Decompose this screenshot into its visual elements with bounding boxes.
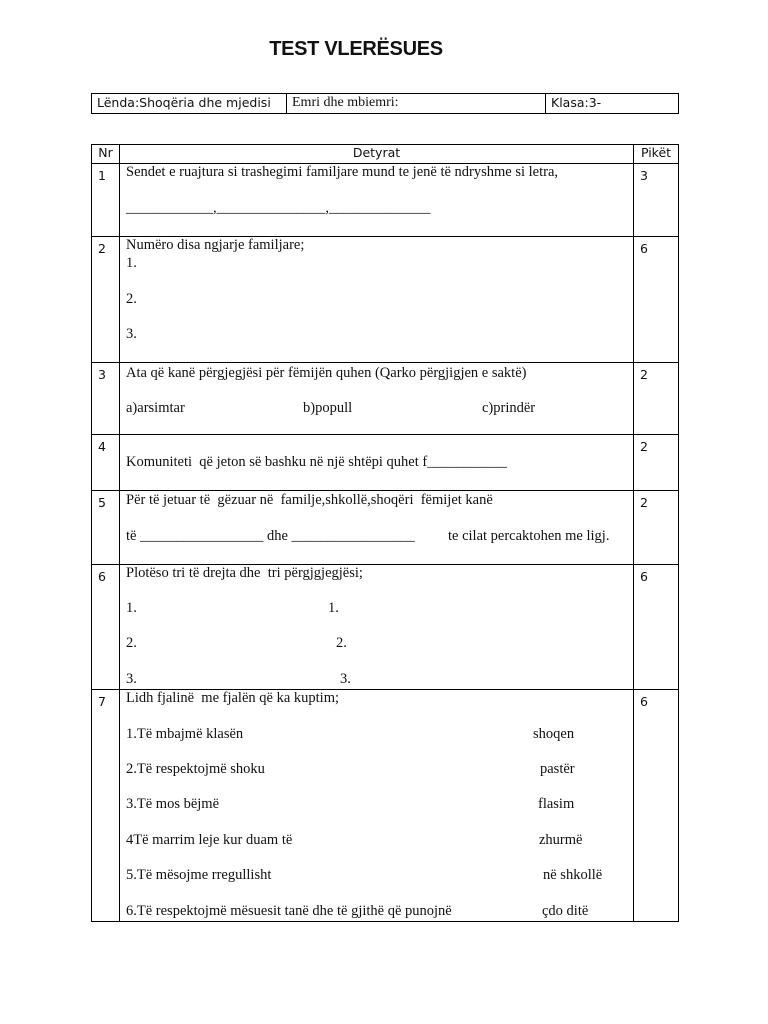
header-points: Pikët bbox=[634, 145, 679, 164]
page-title: TEST VLERËSUES bbox=[269, 38, 443, 60]
task-row bbox=[92, 164, 679, 237]
task-number: 2 bbox=[92, 237, 120, 363]
task-row bbox=[92, 565, 679, 690]
task-text: Plotëso tri të drejta dhe tri përgjgjegjësi; bbox=[126, 565, 363, 581]
task-number: 3 bbox=[92, 363, 120, 435]
answer-line[interactable]: 2. bbox=[126, 291, 137, 307]
task-row bbox=[92, 435, 679, 491]
task-number: 1 bbox=[92, 164, 120, 237]
task-points: 2 bbox=[634, 491, 679, 565]
answer-blanks[interactable]: të _________________ dhe _________________ bbox=[126, 528, 415, 544]
task-points: 6 bbox=[634, 690, 679, 922]
phrase-start[interactable]: 6.Të respektojmë mësuesit tanë dhe të gjithë që punojnë bbox=[126, 903, 452, 919]
task-content bbox=[120, 164, 634, 237]
answer-line[interactable]: 3. bbox=[126, 326, 137, 342]
task-content bbox=[120, 435, 634, 491]
option-a[interactable]: a)arsimtar bbox=[126, 400, 185, 416]
duties-line[interactable]: 3. bbox=[340, 671, 351, 687]
phrase-start[interactable]: 1.Të mbajmë klasën bbox=[126, 726, 244, 742]
header-tasks: Detyrat bbox=[120, 145, 634, 164]
task-text: Për të jetuar të gëzuar në familje,shkollë,shoqëri fëmijet kanë bbox=[126, 492, 493, 508]
task-number: 5 bbox=[92, 491, 120, 565]
task-number: 4 bbox=[92, 435, 120, 491]
rights-line[interactable]: 1. bbox=[126, 600, 137, 616]
answer-blanks[interactable]: ____________,_______________,______________ bbox=[126, 200, 431, 216]
phrase-end[interactable]: zhurmë bbox=[539, 832, 583, 848]
task-content bbox=[120, 690, 634, 922]
task-content bbox=[120, 237, 634, 363]
option-c[interactable]: c)prindër bbox=[482, 400, 536, 416]
phrase-start[interactable]: 2.Të respektojmë shoku bbox=[126, 761, 265, 777]
task-points: 6 bbox=[634, 565, 679, 690]
task-content bbox=[120, 363, 634, 435]
rights-line[interactable]: 2. bbox=[126, 635, 137, 651]
answer-line[interactable]: 1. bbox=[126, 255, 137, 271]
class-field[interactable]: Klasa:3- bbox=[546, 94, 679, 114]
phrase-start[interactable]: 4Të marrim leje kur duam të bbox=[126, 832, 293, 848]
task-row bbox=[92, 237, 679, 363]
info-table bbox=[91, 93, 679, 114]
phrase-end[interactable]: pastër bbox=[540, 761, 575, 777]
rights-line[interactable]: 3. bbox=[126, 671, 137, 687]
phrase-end[interactable]: shoqen bbox=[533, 726, 575, 742]
task-text: Numëro disa ngjarje familjare; bbox=[126, 237, 305, 253]
task-text: Ata që kanë përgjegjësi për fëmijën quhen (Qarko përgjigjen e saktë) bbox=[126, 365, 527, 381]
task-points: 2 bbox=[634, 363, 679, 435]
task-points: 3 bbox=[634, 164, 679, 237]
tasks-table bbox=[91, 144, 679, 922]
table-header-row bbox=[92, 145, 679, 164]
phrase-start[interactable]: 5.Të mësojme rregullisht bbox=[126, 867, 272, 883]
task-content bbox=[120, 565, 634, 690]
task-content bbox=[120, 491, 634, 565]
phrase-start[interactable]: 3.Të mos bëjmë bbox=[126, 796, 220, 812]
task-number: 7 bbox=[92, 690, 120, 922]
task-text[interactable]: Komuniteti që jeton së bashku në një shtëpi quhet f___________ bbox=[126, 454, 507, 470]
phrase-end[interactable]: në shkollë bbox=[543, 867, 603, 883]
duties-line[interactable]: 2. bbox=[336, 635, 347, 651]
phrase-end[interactable]: çdo ditë bbox=[542, 903, 589, 919]
phrase-end[interactable]: flasim bbox=[538, 796, 575, 812]
task-text: Sendet e ruajtura si trashegimi familjare mund te jenë të ndryshme si letra, bbox=[126, 164, 559, 180]
task-row bbox=[92, 690, 679, 922]
subject-field: Lënda:Shoqëria dhe mjedisi bbox=[92, 94, 287, 114]
task-row bbox=[92, 363, 679, 435]
task-number: 6 bbox=[92, 565, 120, 690]
task-text-end: te cilat percaktohen me ligj. bbox=[448, 528, 610, 544]
header-nr: Nr bbox=[92, 145, 120, 164]
student-name-field[interactable]: Emri dhe mbiemri: bbox=[287, 94, 546, 114]
task-text: Lidh fjalinë me fjalën që ka kuptim; bbox=[126, 690, 340, 706]
task-points: 2 bbox=[634, 435, 679, 491]
task-points: 6 bbox=[634, 237, 679, 363]
option-b[interactable]: b)popull bbox=[303, 400, 353, 416]
task-row bbox=[92, 491, 679, 565]
duties-line[interactable]: 1. bbox=[328, 600, 339, 616]
